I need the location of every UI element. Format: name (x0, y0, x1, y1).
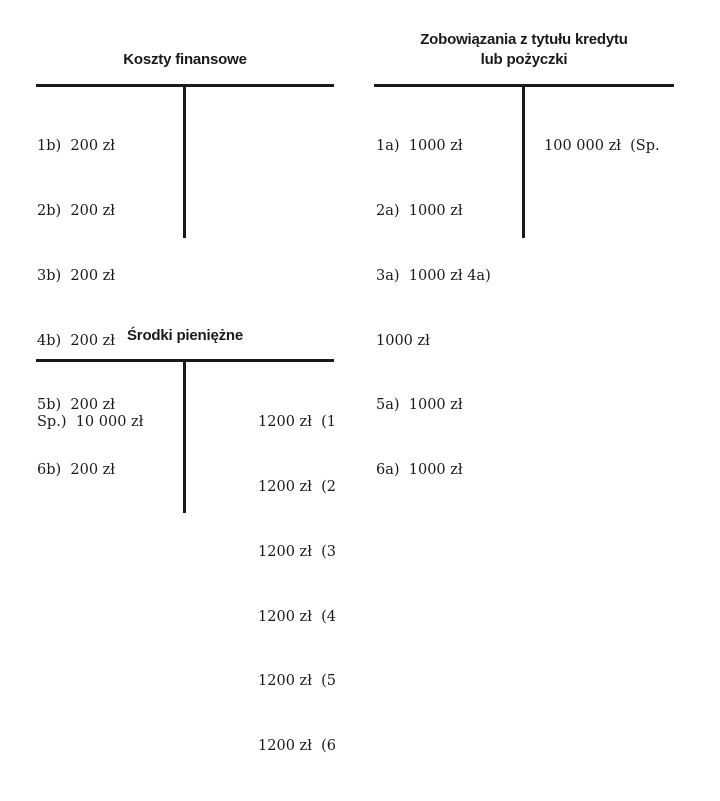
debit-entry: 5b) 200 zł (37, 397, 116, 414)
debit-entry: 1b) 200 zł (37, 138, 116, 155)
debit-entries (37, 369, 143, 477)
debit-entry: 3b) 200 zł (37, 267, 116, 284)
account-title-line1: Zobowiązania z tytułu kredytu (420, 31, 628, 48)
credit-entries (544, 93, 660, 201)
debit-entry: 6b) 200 zł (37, 462, 116, 479)
account-title-line2: lub pożyczki (480, 51, 568, 68)
credit-entry: 1200 zł (3 (258, 543, 336, 560)
account-title: Koszty finansowe (123, 51, 247, 68)
credit-entry: 1200 zł (5 (258, 673, 336, 690)
debit-entry: 2a) 1000 zł (376, 202, 463, 219)
credit-entry: 1200 zł (1 (258, 414, 336, 431)
credit-entry: 1200 zł (4 (258, 608, 336, 625)
debit-entry: Sp.) 10 000 zł (37, 414, 144, 431)
credit-entry: 1200 zł (6 (258, 738, 336, 755)
account-title: Środki pieniężne (127, 327, 243, 344)
debit-entry: 5a) 1000 zł (376, 397, 463, 414)
debit-entries (376, 93, 491, 525)
credit-entries (190, 369, 336, 801)
t-account-divider (522, 84, 525, 238)
account-srodki-pieniezne (0, 0, 360, 755)
debit-entry: 3a) 1000 zł 4a) (376, 267, 491, 284)
credit-entry: 100 000 zł (Sp. (544, 138, 660, 155)
credit-entry: 1200 zł (2 (258, 478, 336, 495)
debit-entry: 6a) 1000 zł (376, 462, 463, 479)
debit-entry: 4b) 200 zł (37, 332, 116, 349)
t-account-divider (183, 359, 186, 513)
debit-entry: 1a) 1000 zł (376, 138, 463, 155)
debit-entry: 1000 zł (376, 332, 430, 349)
debit-entry: 2b) 200 zł (37, 202, 116, 219)
